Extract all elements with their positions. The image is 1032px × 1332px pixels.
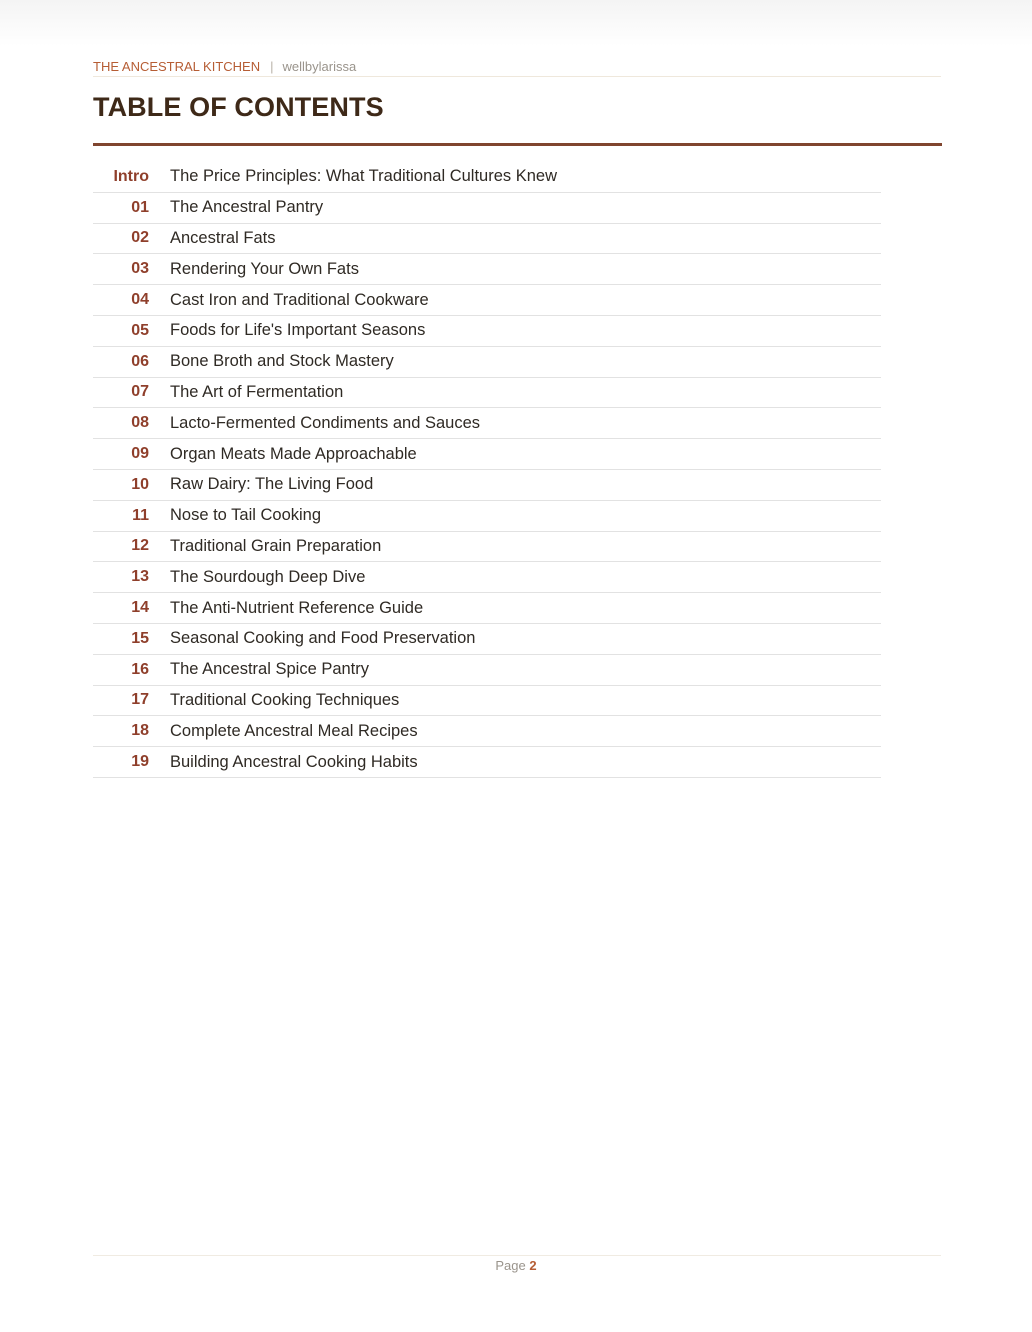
toc-row[interactable] <box>93 716 881 747</box>
toc-label: The Sourdough Deep Dive <box>170 567 366 586</box>
toc-row[interactable] <box>93 408 881 439</box>
toc-row[interactable] <box>93 470 881 501</box>
book-title: THE ANCESTRAL KITCHEN <box>93 59 261 74</box>
toc-row[interactable] <box>93 439 881 470</box>
toc-number: 12 <box>131 537 149 555</box>
toc-label: The Anti-Nutrient Reference Guide <box>170 598 424 617</box>
page-title: TABLE OF CONTENTS <box>93 92 384 122</box>
toc-row[interactable] <box>93 655 881 686</box>
toc-label: The Price Principles: What Traditional Cultures Knew <box>170 167 557 186</box>
toc-label: Cast Iron and Traditional Cookware <box>170 290 429 309</box>
toc-label: Ancestral Fats <box>170 228 276 247</box>
toc-number: 02 <box>131 229 149 247</box>
toc-label: Building Ancestral Cooking Habits <box>170 752 418 771</box>
toc-row[interactable] <box>93 378 881 409</box>
toc-number: 04 <box>131 291 149 309</box>
toc-label: Foods for Life's Important Seasons <box>170 321 426 340</box>
page-number <box>0 1258 1032 1274</box>
top-shading <box>0 0 1032 46</box>
toc-number: 05 <box>131 321 149 339</box>
footer-divider <box>93 1255 941 1256</box>
page-label: Page <box>495 1258 526 1273</box>
header-separator: | <box>270 59 274 74</box>
toc-row[interactable] <box>93 224 881 255</box>
toc-number: 03 <box>131 260 149 278</box>
toc-label: Lacto-Fermented Condiments and Sauces <box>170 413 481 432</box>
toc-number: 10 <box>131 475 149 493</box>
toc-row[interactable] <box>93 593 881 624</box>
toc-row[interactable] <box>93 562 881 593</box>
toc-row[interactable] <box>93 193 881 224</box>
toc-row[interactable] <box>93 347 881 378</box>
toc-number: 09 <box>131 445 149 463</box>
toc-label: The Art of Fermentation <box>170 382 344 401</box>
toc-number: 06 <box>131 352 149 370</box>
toc-label: Seasonal Cooking and Food Preservation <box>170 629 476 648</box>
toc-number: 11 <box>132 506 149 524</box>
toc-number: 16 <box>131 660 149 678</box>
toc-label: Raw Dairy: The Living Food <box>170 475 374 494</box>
toc-number: 15 <box>131 629 149 647</box>
toc-number: 17 <box>131 691 149 709</box>
toc-row[interactable] <box>93 162 881 193</box>
toc-row[interactable] <box>93 686 881 717</box>
toc-row[interactable] <box>93 316 881 347</box>
toc-number: 13 <box>131 568 149 586</box>
toc-number: Intro <box>113 167 149 185</box>
toc-label: Rendering Your Own Fats <box>170 259 359 278</box>
toc-row[interactable] <box>93 747 881 778</box>
toc-label: Traditional Cooking Techniques <box>170 690 400 709</box>
page-number-value: 2 <box>529 1258 537 1273</box>
toc-row[interactable] <box>93 532 881 563</box>
toc-row[interactable] <box>93 624 881 655</box>
toc-label: Bone Broth and Stock Mastery <box>170 352 394 371</box>
toc-label: Nose to Tail Cooking <box>170 506 322 525</box>
table-of-contents <box>93 162 881 778</box>
toc-number: 19 <box>131 753 149 771</box>
toc-number: 01 <box>131 198 149 216</box>
toc-row[interactable] <box>93 254 881 285</box>
author-handle: wellbylarissa <box>282 59 357 74</box>
toc-row[interactable] <box>93 501 881 532</box>
toc-label: Complete Ancestral Meal Recipes <box>170 721 418 740</box>
toc-label: The Ancestral Pantry <box>170 198 324 217</box>
running-header <box>93 59 941 77</box>
toc-label: The Ancestral Spice Pantry <box>170 660 370 679</box>
toc-number: 07 <box>131 383 149 401</box>
toc-number: 08 <box>131 414 149 432</box>
toc-label: Traditional Grain Preparation <box>170 536 382 555</box>
toc-row[interactable] <box>93 285 881 316</box>
toc-number: 18 <box>131 722 149 740</box>
title-divider <box>93 143 942 146</box>
toc-number: 14 <box>131 599 149 617</box>
toc-label: Organ Meats Made Approachable <box>170 444 417 463</box>
